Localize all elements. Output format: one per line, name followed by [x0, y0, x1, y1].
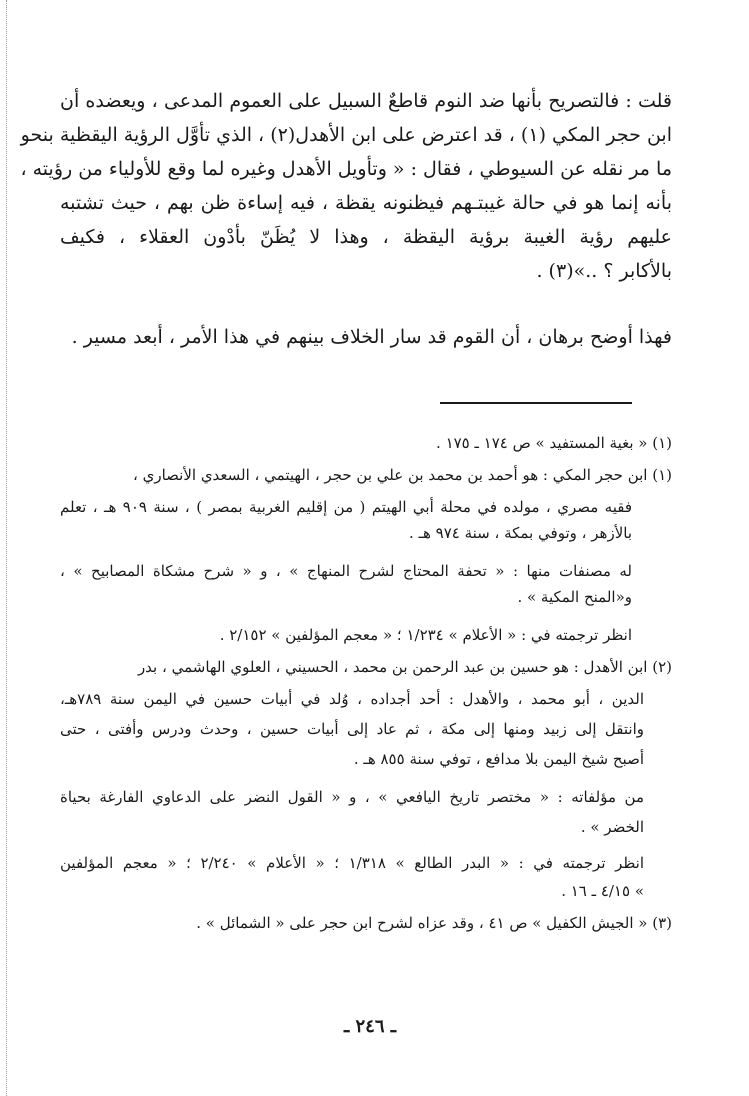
footnote-line: » ٤/١٥ ـ ١٦ . [561, 882, 644, 900]
footnote-line: (١) « بغية المستفيد » ص ١٧٤ ـ ١٧٥ . [436, 434, 672, 452]
footnote-line: (١) ابن حجر المكي : هو أحمد بن محمد بن علي بن حجر ، الهيتمي ، السعدي الأنصاري ، [132, 466, 672, 484]
page-number: ـ ٢٤٦ ـ [343, 1016, 397, 1037]
footnote-line: له مصنفات منها : « تحفة المحتاج لشرح المنهاج » ، و « شرح مشكاة المصابيح » ، [60, 562, 632, 580]
conclusion-paragraph: فهذا أوضح برهان ، أن القوم قد سار الخلاف بينهم في هذا الأمر ، أبعد مسير . [71, 326, 672, 348]
main-text-line: قلت : فالتصريح بأنها ضد النوم قاطعٌ السبيل على العموم المدعى ، ويعضده أن [60, 90, 672, 112]
main-text-line: ابن حجر المكي (١) ، قد اعترض على ابن الأهدل(٢) ، الذي تأوَّل الرؤية اليقظية بنحو [20, 124, 672, 146]
footnote-line: أصبح شيخ اليمن بلا مدافع ، توفي سنة ٨٥٥ هـ . [353, 750, 644, 768]
footnote-line: من مؤلفاته : « مختصر تاريخ اليافعي » ، و « القول النضر على الدعاوي الفارغة بحياة [60, 788, 644, 806]
main-text-line: بأنه إنما هو في حالة غيبتـهم فيظنونه يقظة ، فيه إساءة ظن بهم ، حيث تشتبه [60, 192, 672, 214]
footnote-line: الخضر » . [580, 818, 644, 836]
footnote-line: وانتقل إلى زبيد ومنها إلى مكة ، ثم عاد إلى أبيات حسين ، وحدث ودرس وأفتى ، حتى [60, 720, 644, 738]
main-text-line: بالأكابر ؟ ..»(٣) . [536, 260, 672, 282]
footnote-line: انظر ترجمته في : « البدر الطالع » ١/٣١٨ ؛ « الأعلام » ٢/٢٤٠ ؛ « معجم المؤلفين [60, 854, 645, 872]
main-text-line: ما مر نقله عن السيوطي ، فقال : « وتأويل الأهدل وغيره لما وقع للأولياء من رؤيته ، [20, 158, 672, 180]
main-text-line: عليهم رؤية الغيبة برؤية اليقظة ، وهذا لا يُظَنّ بأدْون العقلاء ، فكيف [60, 226, 672, 248]
footnote-line: (٢) ابن الأهدل : هو حسين بن عبد الرحمن بن محمد ، الحسيني ، العلوي الهاشمي ، بدر [137, 658, 672, 676]
footnote-line: بالأزهر ، وتوفي بمكة ، سنة ٩٧٤ هـ . [409, 524, 632, 542]
footnote-line: انظر ترجمته في : « الأعلام » ١/٢٣٤ ؛ « معجم المؤلفين » ٢/١٥٢ . [219, 626, 632, 644]
footnote-line: و«المنح المكية » . [517, 588, 632, 606]
footnote-separator [440, 402, 632, 404]
footnote-line: (٣) « الجيش الكفيل » ص ٤١ ، وقد عزاه لشرح ابن حجر على « الشمائل » . [196, 914, 672, 932]
footnote-line: فقيه مصري ، مولده في محلة أبي الهيتم ( من إقليم الغربية بمصر ) ، سنة ٩٠٩ هـ ، تعلم [60, 498, 633, 516]
footnote-line: الدين ، أبو محمد ، والأهدل : أحد أجداده ، وُلد في أبيات حسين في اليمن سنة ٧٨٩هـ، [60, 690, 644, 708]
